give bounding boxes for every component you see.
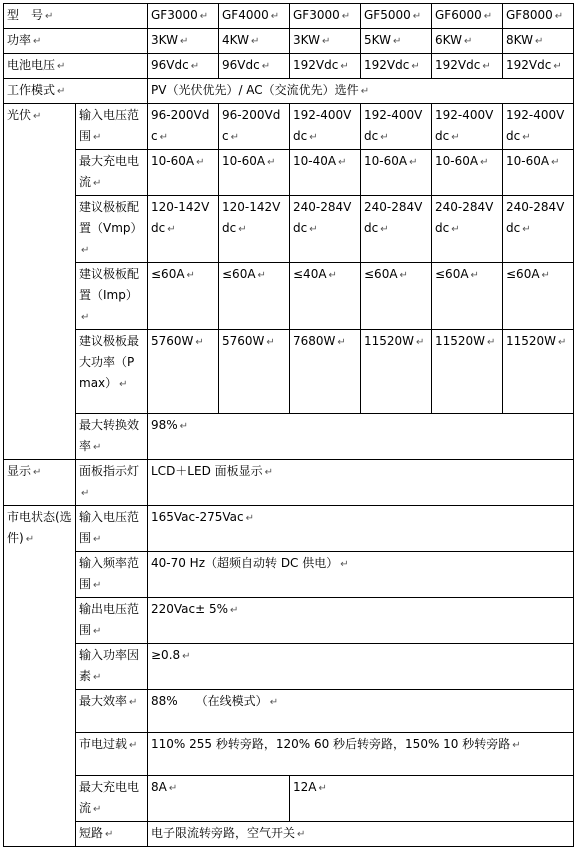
paragraph-mark: ↵ — [81, 312, 90, 323]
paragraph-mark: ↵ — [380, 132, 389, 143]
pv-input-voltage-cell: 96-200Vdc ↵ — [148, 104, 219, 150]
paragraph-mark: ↵ — [167, 224, 176, 235]
model-cell: GF4000 ↵ — [219, 4, 290, 29]
mains-input-freq-label: 输入频率范围 ↵ — [76, 552, 148, 598]
mains-input-freq-value: 40-70 Hz（超频自动转 DC 供电） ↵ — [148, 552, 574, 598]
paragraph-mark: ↵ — [266, 337, 275, 348]
paragraph-mark: ↵ — [129, 740, 138, 751]
paragraph-mark: ↵ — [412, 11, 422, 22]
mains-max-efficiency-label: 最大效率 ↵ — [76, 690, 148, 733]
paragraph-mark: ↵ — [93, 534, 102, 545]
paragraph-mark: ↵ — [380, 224, 389, 235]
pv-group-label: 光伏 ↵ — [4, 104, 76, 460]
paragraph-mark: ↵ — [338, 157, 347, 168]
pv-vmp-cell: 240-284Vdc ↵ — [361, 196, 432, 263]
paragraph-mark: ↵ — [483, 11, 493, 22]
paragraph-mark: ↵ — [105, 829, 114, 840]
paragraph-mark: ↵ — [522, 132, 531, 143]
mains-power-factor-label: 输入功率因素 ↵ — [76, 644, 148, 690]
paragraph-mark: ↵ — [558, 337, 567, 348]
pv-max-charge-cell: 10-40A ↵ — [290, 150, 361, 196]
row-display — [4, 460, 574, 506]
paragraph-mark: ↵ — [119, 379, 128, 390]
pv-vmp-cell: 120-142Vdc ↵ — [148, 196, 219, 263]
pv-pmax-cell: 5760W ↵ — [148, 330, 219, 414]
paragraph-mark: ↵ — [360, 86, 370, 97]
paragraph-mark: ↵ — [168, 783, 178, 794]
display-label: 显示 ↵ — [4, 460, 76, 506]
paragraph-mark: ↵ — [534, 36, 544, 47]
battery-cell: 192Vdc ↵ — [432, 54, 503, 79]
paragraph-mark: ↵ — [264, 467, 274, 478]
pv-imp-label: 建议极板配 置（Imp）↵ — [76, 263, 148, 330]
paragraph-mark: ↵ — [33, 36, 42, 47]
display-sub-label: 面板指示灯↵ — [76, 460, 148, 506]
pv-max-charge-cell: 10-60A ↵ — [503, 150, 574, 196]
row-battery — [4, 54, 574, 79]
row-pv-vmp — [4, 196, 574, 263]
mains-short-value: 电子限流转旁路，空气开关 ↵ — [148, 822, 574, 847]
pv-pmax-cell: 7680W ↵ — [290, 330, 361, 414]
pv-vmp-cell: 240-284Vdc ↵ — [432, 196, 503, 263]
pv-max-charge-cell: 10-60A ↵ — [432, 150, 503, 196]
paragraph-mark: ↵ — [321, 36, 331, 47]
mains-short-label: 短路 ↵ — [76, 822, 148, 847]
battery-cell: 192Vdc ↵ — [361, 54, 432, 79]
paragraph-mark: ↵ — [195, 337, 204, 348]
pv-input-voltage-cell: 192-400Vdc ↵ — [290, 104, 361, 150]
paragraph-mark: ↵ — [261, 61, 271, 72]
pv-vmp-cell: 120-142Vdc ↵ — [219, 196, 290, 263]
paragraph-mark: ↵ — [93, 672, 102, 683]
paragraph-mark: ↵ — [93, 442, 102, 453]
pv-pmax-cell: 11520W ↵ — [432, 330, 503, 414]
row-pv-imp — [4, 263, 574, 330]
paragraph-mark: ↵ — [196, 157, 205, 168]
power-cell: 3KW ↵ — [148, 29, 219, 54]
paragraph-mark: ↵ — [257, 270, 266, 281]
mains-output-voltage-label: 输出电压范围 ↵ — [76, 598, 148, 644]
paragraph-mark: ↵ — [512, 740, 521, 751]
mains-max-charge-cell: 12A ↵ — [290, 776, 574, 822]
paragraph-mark: ↵ — [551, 157, 560, 168]
mains-input-voltage-label: 输入电压范围 ↵ — [76, 506, 148, 552]
pv-imp-cell: ≤60A ↵ — [219, 263, 290, 330]
paragraph-mark: ↵ — [250, 36, 260, 47]
row-pv-input-voltage — [4, 104, 574, 150]
pv-efficiency-label: 最大转换效率 ↵ — [76, 414, 148, 460]
row-mains-power-factor — [4, 644, 574, 690]
paragraph-mark: ↵ — [416, 337, 425, 348]
pv-max-charge-label: 最大充电电流 ↵ — [76, 150, 148, 196]
paragraph-mark: ↵ — [341, 11, 351, 22]
paragraph-mark: ↵ — [451, 132, 460, 143]
pv-vmp-label: 建议极板配 置（Vmp）↵ — [76, 196, 148, 263]
paragraph-mark: ↵ — [179, 36, 189, 47]
mains-max-efficiency-value: 88% （在线模式） ↵ — [148, 690, 574, 733]
paragraph-mark: ↵ — [238, 224, 247, 235]
paragraph-mark: ↵ — [190, 61, 200, 72]
paragraph-mark: ↵ — [33, 111, 42, 122]
paragraph-mark: ↵ — [129, 697, 138, 708]
pv-vmp-cell: 240-284Vdc ↵ — [503, 196, 574, 263]
pv-input-voltage-cell: 192-400Vdc ↵ — [361, 104, 432, 150]
pv-input-voltage-label: 输入电压范围 ↵ — [76, 104, 148, 150]
mains-overload-value: 110% 255 秒转旁路，120% 60 秒后转旁路，150% 10 秒转旁路 ↵ — [148, 733, 574, 776]
paragraph-mark: ↵ — [411, 61, 420, 72]
row-mains-input-voltage — [4, 506, 574, 552]
paragraph-mark: ↵ — [340, 559, 349, 570]
model-cell: GF3000 ↵ — [290, 4, 361, 29]
paragraph-mark: ↵ — [318, 783, 327, 794]
paragraph-mark: ↵ — [297, 829, 306, 840]
pv-imp-cell: ≤60A ↵ — [361, 263, 432, 330]
paragraph-mark: ↵ — [93, 132, 102, 143]
paragraph-mark: ↵ — [554, 11, 564, 22]
battery-cell: 96Vdc ↵ — [148, 54, 219, 79]
model-cell: GF5000 ↵ — [361, 4, 432, 29]
model-label: 型 号 ↵ — [4, 4, 148, 29]
paragraph-mark: ↵ — [522, 224, 531, 235]
paragraph-mark: ↵ — [93, 626, 102, 637]
paragraph-mark: ↵ — [470, 270, 479, 281]
pv-pmax-cell: 5760W ↵ — [219, 330, 290, 414]
paragraph-mark: ↵ — [33, 467, 42, 478]
pv-pmax-cell: 11520W ↵ — [361, 330, 432, 414]
pv-input-voltage-cell: 192-400Vdc ↵ — [432, 104, 503, 150]
mains-power-factor-value: ≥0.8 ↵ — [148, 644, 574, 690]
paragraph-mark: ↵ — [93, 804, 102, 815]
spec-table — [3, 3, 574, 847]
model-cell: GF6000 ↵ — [432, 4, 503, 29]
paragraph-mark: ↵ — [270, 11, 280, 22]
paragraph-mark: ↵ — [186, 270, 195, 281]
pv-imp-cell: ≤60A ↵ — [432, 263, 503, 330]
paragraph-mark: ↵ — [487, 337, 496, 348]
mode-label: 工作模式 ↵ — [4, 79, 148, 104]
row-power — [4, 29, 574, 54]
display-value: LCD＋LED 面板显示 ↵ — [148, 460, 574, 506]
power-cell: 5KW ↵ — [361, 29, 432, 54]
paragraph-mark: ↵ — [230, 132, 239, 143]
row-pv-pmax — [4, 330, 574, 414]
row-pv-efficiency — [4, 414, 574, 460]
power-cell: 6KW ↵ — [432, 29, 503, 54]
paragraph-mark: ↵ — [337, 337, 346, 348]
row-mode — [4, 79, 574, 104]
paragraph-mark: ↵ — [480, 157, 489, 168]
pv-efficiency-value: 98% ↵ — [148, 414, 574, 460]
model-cell: GF3000 ↵ — [148, 4, 219, 29]
paragraph-mark: ↵ — [245, 513, 254, 524]
battery-label: 电池电压 ↵ — [4, 54, 148, 79]
paragraph-mark: ↵ — [159, 132, 168, 143]
row-mains-max-efficiency — [4, 690, 574, 733]
row-mains-output-voltage — [4, 598, 574, 644]
model-cell: GF8000 ↵ — [503, 4, 574, 29]
paragraph-mark: ↵ — [230, 605, 239, 616]
paragraph-mark: ↵ — [269, 697, 279, 708]
pv-imp-cell: ≤60A ↵ — [503, 263, 574, 330]
battery-cell: 192Vdc ↵ — [503, 54, 574, 79]
row-model — [4, 4, 574, 29]
row-mains-max-charge — [4, 776, 574, 822]
paragraph-mark: ↵ — [199, 11, 209, 22]
paragraph-mark: ↵ — [57, 86, 66, 97]
row-mains-overload — [4, 733, 574, 776]
paragraph-mark: ↵ — [267, 157, 276, 168]
mains-max-charge-cell: 8A ↵ — [148, 776, 290, 822]
battery-cell: 192Vdc ↵ — [290, 54, 361, 79]
paragraph-mark: ↵ — [81, 245, 90, 256]
paragraph-mark: ↵ — [553, 61, 562, 72]
row-mains-short — [4, 822, 574, 847]
pv-max-charge-cell: 10-60A ↵ — [148, 150, 219, 196]
paragraph-mark: ↵ — [45, 11, 54, 22]
pv-imp-cell: ≤60A ↵ — [148, 263, 219, 330]
mains-group-label: 市电状态(选件) ↵ — [4, 506, 76, 847]
mode-value: PV（光伏优先）/ AC（交流优先）选件 ↵ — [148, 79, 574, 104]
pv-vmp-cell: 240-284Vdc ↵ — [290, 196, 361, 263]
paragraph-mark: ↵ — [309, 224, 318, 235]
pv-max-charge-cell: 10-60A ↵ — [219, 150, 290, 196]
paragraph-mark: ↵ — [81, 488, 90, 499]
mains-max-charge-label: 最大充电电流 ↵ — [76, 776, 148, 822]
paragraph-mark: ↵ — [482, 61, 491, 72]
power-cell: 8KW ↵ — [503, 29, 574, 54]
paragraph-mark: ↵ — [57, 61, 66, 72]
paragraph-mark: ↵ — [328, 270, 337, 281]
pv-input-voltage-cell: 96-200Vdc ↵ — [219, 104, 290, 150]
pv-pmax-cell: 11520W ↵ — [503, 330, 574, 414]
paragraph-mark: ↵ — [93, 580, 102, 591]
mains-overload-label: 市电过载 ↵ — [76, 733, 148, 776]
mains-output-voltage-value: 220Vac± 5% ↵ — [148, 598, 574, 644]
paragraph-mark: ↵ — [179, 421, 189, 432]
row-mains-input-freq — [4, 552, 574, 598]
paragraph-mark: ↵ — [541, 270, 550, 281]
paragraph-mark: ↵ — [451, 224, 460, 235]
paragraph-mark: ↵ — [409, 157, 418, 168]
battery-cell: 96Vdc ↵ — [219, 54, 290, 79]
paragraph-mark: ↵ — [25, 534, 35, 545]
pv-pmax-label: 建议极板最大功率（Pmax） ↵ — [76, 330, 148, 414]
paragraph-mark: ↵ — [463, 36, 473, 47]
power-label: 功率 ↵ — [4, 29, 148, 54]
paragraph-mark: ↵ — [309, 132, 318, 143]
pv-imp-cell: ≤40A ↵ — [290, 263, 361, 330]
pv-input-voltage-cell: 192-400Vdc ↵ — [503, 104, 574, 150]
paragraph-mark: ↵ — [93, 178, 102, 189]
power-cell: 3KW ↵ — [290, 29, 361, 54]
mains-input-voltage-value: 165Vac-275Vac ↵ — [148, 506, 574, 552]
power-cell: 4KW ↵ — [219, 29, 290, 54]
paragraph-mark: ↵ — [182, 651, 191, 662]
paragraph-mark: ↵ — [392, 36, 402, 47]
paragraph-mark: ↵ — [399, 270, 408, 281]
pv-max-charge-cell: 10-60A ↵ — [361, 150, 432, 196]
paragraph-mark: ↵ — [340, 61, 349, 72]
row-pv-max-charge — [4, 150, 574, 196]
